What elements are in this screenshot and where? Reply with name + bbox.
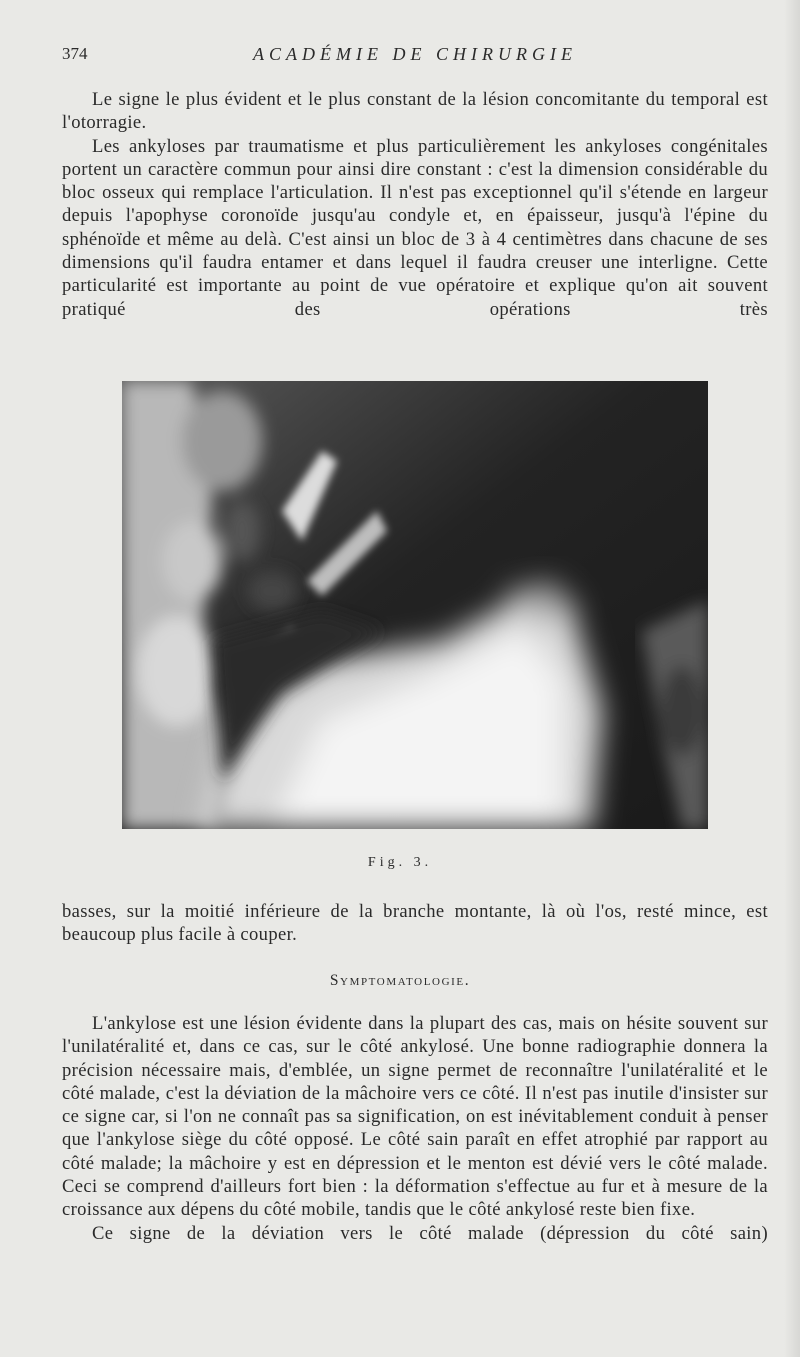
journal-title: ACADÉMIE DE CHIRURGIE	[253, 44, 577, 64]
running-head	[62, 44, 768, 68]
section-heading: Symptomatologie.	[329, 972, 471, 989]
page-edge-shadow	[784, 0, 800, 1357]
page-number: 374	[62, 44, 88, 63]
radiograph-figure	[122, 381, 708, 829]
paragraph: Ce signe de la déviation vers le côté malade (dépression du côté sain)	[92, 1222, 768, 1244]
paragraph: Le signe le plus évident et le plus constant de la lésion concomitante du temporal est l'otorragie.	[62, 89, 768, 134]
text-block-top	[62, 88, 768, 321]
text-block-continued	[62, 900, 768, 947]
figure-caption: Fig. 3.	[367, 855, 433, 870]
radiograph-image	[122, 381, 708, 829]
paragraph: Les ankyloses par traumatisme et plus particulièrement les ankyloses congénitales portent un caractère commun pour ainsi dire constant : c'est la dimension considérable du bloc osseux qui remplace l'articulation. Il n'est pas exceptionnel qu'il s'étende en largeur depuis l'apophyse coronoïde jusqu'au condyle et, en épaisseur, jusqu'à l'épine du sphénoïde et même au delà. C'est ainsi un bloc de 3 à 4 centimètres dans chacune de ses dimensions qu'il faudra entamer et dans lequel il faudra creuser une interligne. Cette particularité est importante au point de vue opératoire et explique qu'on ait souvent pratiqué des opérations très	[62, 135, 768, 320]
paragraph: basses, sur la moitié inférieure de la branche montante, là où l'os, resté mince, est beaucoup plus facile à couper.	[62, 901, 768, 946]
paragraph: L'ankylose est une lésion évidente dans la plupart des cas, mais on hésite souvent sur l'unilatéralité et, dans ce cas, sur le côté ankylosé. Une bonne radiographie donnera la précision nécessaire mais, d'emblée, un signe permet de reconnaître l'unilatéralité et le côté malade, c'est la déviation de la mâchoire vers ce côté. Il n'est pas inutile d'insister sur ce signe car, si l'on ne connaît pas sa signification, on est inévitablement conduit à penser que l'ankylose siège du côté opposé. Le côté sain paraît en effet atrophié par rapport au côté malade; la mâchoire y est en dépression et le menton est dévié vers le côté malade. Ceci se comprend d'ailleurs fort bien : la déformation s'effectue au fur et à mesure de la croissance aux dépens du côté mobile, tandis que le côté ankylosé reste bien fixe.	[62, 1013, 768, 1221]
text-block-bottom	[62, 1012, 768, 1245]
